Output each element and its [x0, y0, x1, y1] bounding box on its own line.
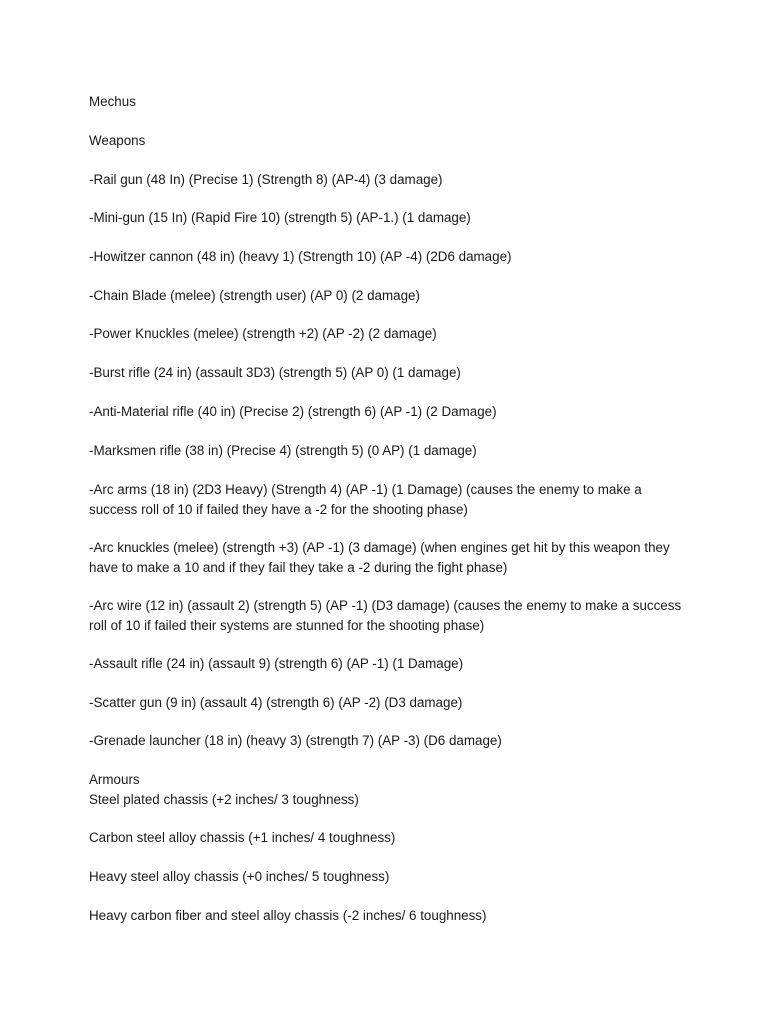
armour-item: Heavy carbon fiber and steel alloy chassis (-2 inches/ 6 toughness): [89, 908, 487, 923]
weapon-item: -Assault rifle (24 in) (assault 9) (strength 6) (AP -1) (1 Damage): [89, 656, 464, 671]
weapon-item: -Arc arms (18 in) (2D3 Heavy) (Strength 4) (AP -1) (1 Damage) (causes the enemy to make a success roll of 10 if failed they have a -2 for the shooting phase): [89, 482, 642, 517]
weapon-item: -Arc knuckles (melee) (strength +3) (AP -1) (3 damage) (when engines get hit by this weapon they have to make a 10 and if they fail they take a -2 during the fight phase): [89, 540, 670, 575]
weapon-item: -Grenade launcher (18 in) (heavy 3) (strength 7) (AP -3) (D6 damage): [89, 733, 502, 748]
weapon-item: -Rail gun (48 In) (Precise 1) (Strength 8) (AP-4) (3 damage): [89, 172, 443, 187]
weapon-item: -Power Knuckles (melee) (strength +2) (AP -2) (2 damage): [89, 326, 437, 341]
weapon-item: -Arc wire (12 in) (assault 2) (strength 5) (AP -1) (D3 damage) (causes the enemy to make a success roll of 10 if failed their systems are stunned for the shooting phase): [89, 598, 682, 633]
armour-item: Steel plated chassis (+2 inches/ 3 toughness): [89, 792, 359, 807]
weapon-item: -Chain Blade (melee) (strength user) (AP 0) (2 damage): [89, 288, 420, 303]
weapon-item: -Marksmen rifle (38 in) (Precise 4) (strength 5) (0 AP) (1 damage): [89, 443, 477, 458]
weapon-item: -Howitzer cannon (48 in) (heavy 1) (Strength 10) (AP -4) (2D6 damage): [89, 249, 512, 264]
armour-item: Carbon steel alloy chassis (+1 inches/ 4 toughness): [89, 830, 396, 845]
weapon-item: -Anti-Material rifle (40 in) (Precise 2) (strength 6) (AP -1) (2 Damage): [89, 404, 497, 419]
weapon-item: -Scatter gun (9 in) (assault 4) (strength 6) (AP -2) (D3 damage): [89, 695, 463, 710]
document-title: Mechus: [89, 94, 136, 109]
armours-heading: Armours: [89, 772, 140, 787]
armour-item: Heavy steel alloy chassis (+0 inches/ 5 toughness): [89, 869, 390, 884]
weapon-item: -Mini-gun (15 In) (Rapid Fire 10) (strength 5) (AP-1.) (1 damage): [89, 210, 471, 225]
weapon-item: -Burst rifle (24 in) (assault 3D3) (strength 5) (AP 0) (1 damage): [89, 365, 461, 380]
weapons-heading: Weapons: [89, 133, 146, 148]
